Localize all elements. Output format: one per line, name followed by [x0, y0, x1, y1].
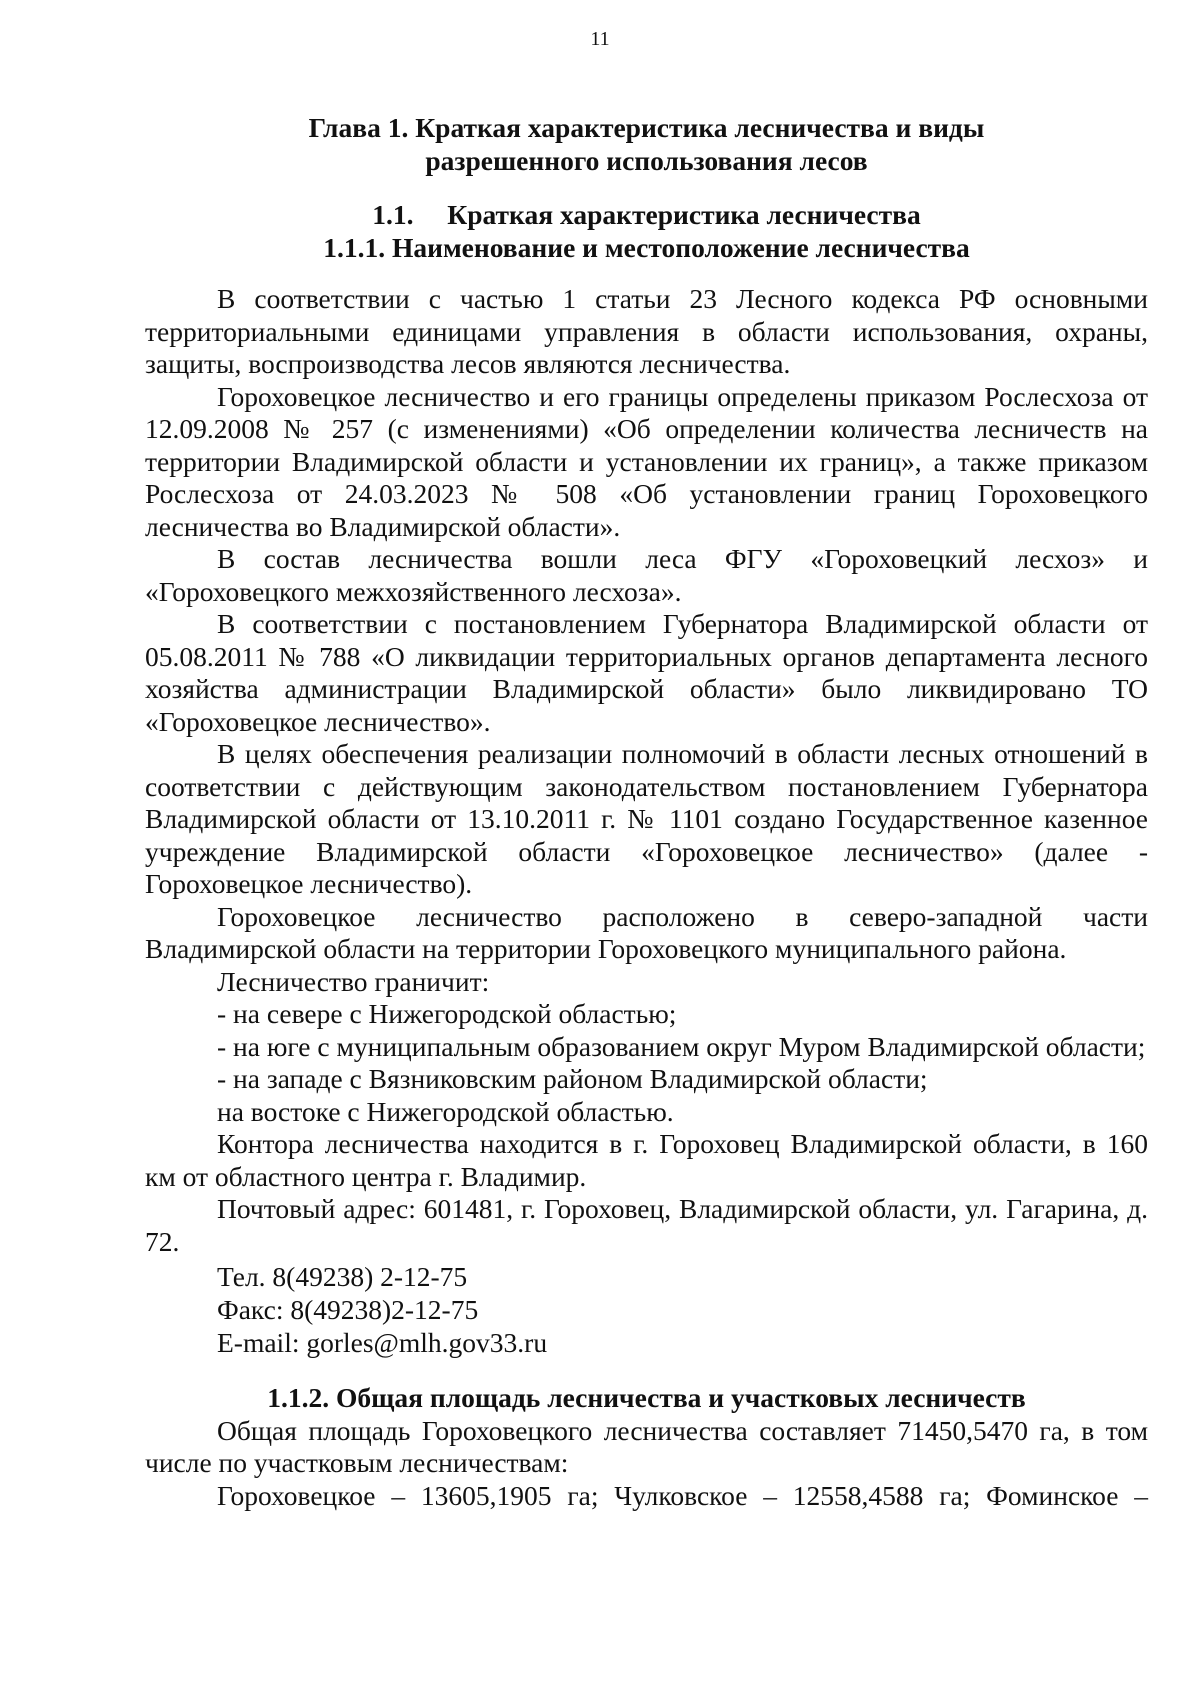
- border-item-west: - на западе с Вязниковским районом Владимирской области;: [217, 1063, 928, 1094]
- chapter-title-line-1: Глава 1. Краткая характеристика лесничества и виды: [308, 112, 985, 143]
- office-paragraph: Контора лесничества находится в г. Гороховец Владимирской области, в 160 км от областного центра г. Владимир.: [145, 1128, 1148, 1192]
- section-heading-1-1: [145, 199, 1148, 232]
- border-item-south: - на юге с муниципальным образованием округ Муром Владимирской области;: [217, 1030, 1146, 1062]
- border-item-east: на востоке с Нижегородской областью.: [217, 1095, 674, 1127]
- chapter-title: [145, 112, 1148, 177]
- email-line: E-mail: gorles@mlh.gov33.ru: [217, 1327, 548, 1358]
- page-content: [145, 112, 1148, 1512]
- paragraph: В соответствии с частью 1 статьи 23 Лесного кодекса РФ основными территориальными единицами управления в области использования, охраны, защиты, воспроизводства лесов являются лесничества.: [145, 283, 1148, 379]
- section-heading-1-1-2: 1.1.2. Общая площадь лесничества и участковых лесничеств: [267, 1382, 1026, 1413]
- area-list-line: Гороховецкое – 13605,1905 га; Чулковское – 12558,4588 га; Фоминское –: [217, 1479, 1148, 1511]
- page-number: 11: [590, 28, 610, 50]
- section-heading-1-1-1: 1.1.1. Наименование и местоположение лесничества: [323, 231, 970, 263]
- borders-intro: Лесничество граничит:: [217, 965, 490, 997]
- phone-line: Тел. 8(49238) 2-12-75: [217, 1261, 468, 1292]
- paragraph: В соответствии с постановлением Губернатора Владимирской области от 05.08.2011 № 788 «О ликвидации территориальных органов департамента лесного хозяйства администрации Владимирской области» было ликвидировано ТО «Гороховецкое лесничество».: [145, 608, 1148, 737]
- address-paragraph: Почтовый адрес: 601481, г. Гороховец, Владимирской области, ул. Гагарина, д. 72.: [145, 1193, 1148, 1257]
- section-title: Краткая характеристика лесничества: [447, 199, 921, 230]
- paragraph: В целях обеспечения реализации полномочий в области лесных отношений в соответствии с действующим законодательством постановлением Губернатора Владимирской области от 13.10.2011 г. № 1101 создано Государственное казенное учреждение Владимирской области «Гороховецкое лесничество» (далее - Гороховецкое лесничество).: [145, 738, 1148, 899]
- paragraph: В состав лесничества вошли леса ФГУ «Гороховецкий лесхоз» и «Гороховецкого межхозяйственного лесхоза».: [145, 543, 1148, 607]
- fax-line: Факс: 8(49238)2-12-75: [217, 1294, 479, 1325]
- area-paragraph: Общая площадь Гороховецкого лесничества составляет 71450,5470 га, в том числе по участковым лесничествам:: [145, 1414, 1148, 1478]
- chapter-title-line-2: разрешенного использования лесов: [425, 144, 868, 176]
- border-item-north: - на севере с Нижегородской областью;: [217, 998, 677, 1029]
- paragraph: Гороховецкое лесничество расположено в северо-западной части Владимирской области на территории Гороховецкого муниципального района.: [145, 900, 1148, 964]
- paragraph: Гороховецкое лесничество и его границы определены приказом Рослесхоза от 12.09.2008 № 257 (с изменениями) «Об определении количества лесничеств на территории Владимирской области и установлении их границ», а также приказом Рослесхоза от 24.03.2023 № 508 «Об установлении границ Гороховецкого лесничества во Владимирской области».: [145, 380, 1148, 542]
- section-number: 1.1.: [372, 199, 414, 230]
